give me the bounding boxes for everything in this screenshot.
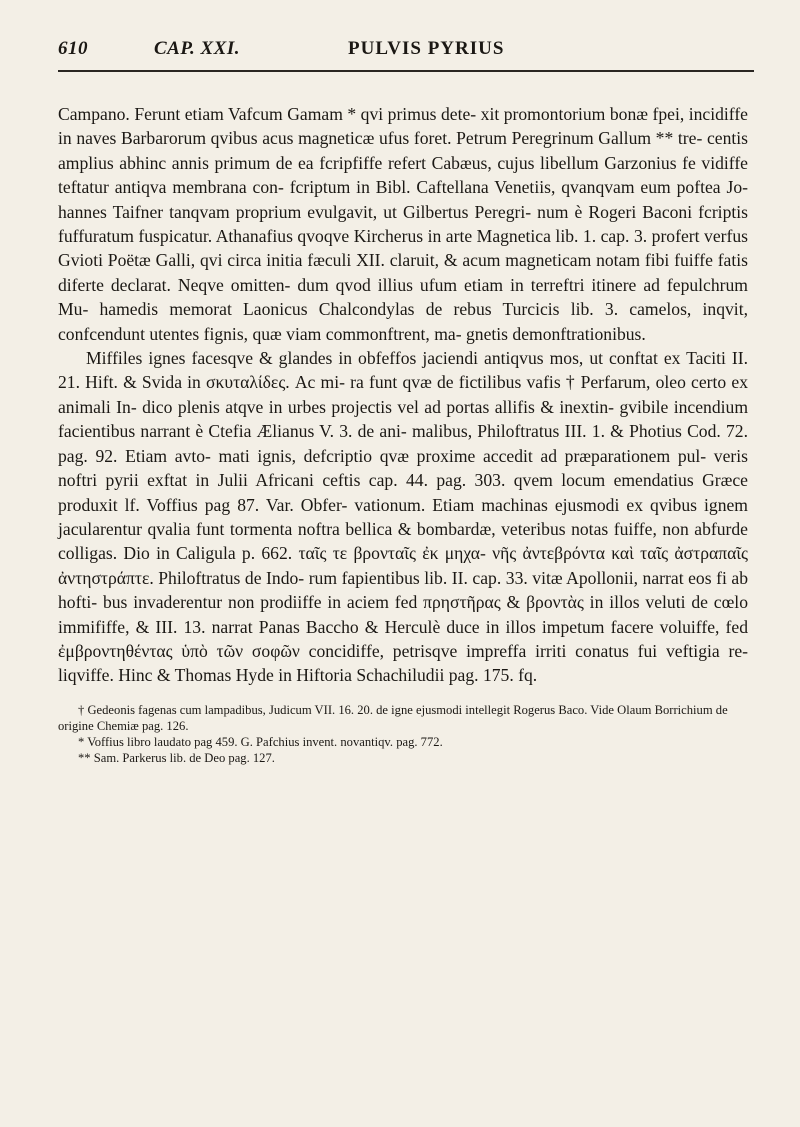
main-text	[58, 102, 748, 688]
footnote-double-star: ** Sam. Parkerus lib. de Deo pag. 127.	[78, 750, 275, 765]
footnote-dagger: † Gedeonis fagenas cum lampadibus, Judicum VII. 16. 20. de igne ejusmodi intellegit Rogerus Baco. Vide Olaum Borrichium de origine Chemiæ pag. 126.	[58, 702, 728, 733]
footnote-star: * Voffius libro laudato pag 459. G. Pafchius invent. novantiqv. pag. 772.	[78, 734, 443, 749]
paragraph-fire-weapons: Miffiles ignes facesqve & glandes in obfeffos jaciendi antiqvus mos, ut conftat ex Taciti II. 21. Hift. & Svida in σκυταλίδες. Ac mi- ra funt qvæ de fictilibus vafis † Perfarum, oleo certo ex animali In- dico plenis atqve in urbes projectis vel ad portas allifis & inextin- gvibile incendium facientibus narrant è Ctefia Ælianus V. 3. de ani- malibus, Philoftratus III. 1. & Photius Cod. 72. pag. 92. Etiam avto- mati ignis, defcriptio qvæ proxime accedit ad præparationem pul- veris noftri pyrii exftat in Julii Africani ceftis cap. 44. pag. 303. qvem locum emendatius Græce produxit lf. Voffius pag 87. Var. Obfer- vationum. Etiam machinas ejusmodi ex qvibus ignem jacularentur qvalia funt tormenta noftra bellica & bombardæ, veteribus notas fuiffe, non abfurde colligas. Dio in Caligula p. 662. ταῖς τε βρονταῖς ἐκ μηχα- νῆς ἀντεβρόντα καὶ ταῖς ἀστραπαῖς ἀντηστράπτε. Philoftratus de Indo- rum fapientibus lib. II. cap. 33. vitæ Apollonii, narrat eos fi ab hofti- bus invaderentur non prodiiffe in aciem fed πρηστῆρας & βροντὰς in illos veluti de cœlo immififfe, & III. 13. narrat Panas Baccho & Herculè duce in illos impetum facere voluiffe, fed ἐμβροντηθέντας ὑπὸ τῶν σοφῶν concidiffe, petrisqve impreffa irriti conatus fui veftigia re- liqviffe. Hinc & Thomas Hyde in Hiftoria Schachiludii pag. 175. fq.	[58, 348, 748, 686]
page-number: 610	[58, 38, 88, 59]
chapter-label: CAP. XXI.	[154, 38, 240, 59]
running-title: PULVIS PYRIUS	[348, 38, 505, 59]
footnotes	[58, 702, 748, 766]
running-head	[58, 38, 754, 72]
paragraph-compass: Campano. Ferunt etiam Vafcum Gamam * qvi primus dete- xit promontorium bonæ fpei, incidiffe in naves Barbarorum qvibus acus magneticæ ufus foret. Petrum Peregrinum Gallum ** tre- centis amplius abhinc annis primum de ea fcripfiffe refert Cabæus, cujus libellum Garzonius fe vidiffe teftatur antiqva membrana con- fcriptum in Bibl. Caftellana Venetiis, qvanqvam eum poftea Jo- hannes Taifner tanqvam proprium evulgavit, ut Gilbertus Peregri- num è Rogeri Baconi fcriptis fuffuratum fuspicatur. Athanafius qvoqve Kircherus in arte Magnetica lib. 1. cap. 3. profert verfus Gvioti Poëtæ Galli, qvi circa initia fæculi XII. claruit, & acum magneticam notam fibi fuiffe fatis diferte declarat. Neqve omitten- dum qvod illius ufum etiam in terreftri itinere ad fepulchrum Mu- hamedis memorat Laonicus Chalcondylas de rebus Turcicis lib. 3. camelos, inqvit, confcendunt utentes fignis, quæ viam commonftrent, ma- gnetis demonftrationibus.	[58, 104, 748, 344]
